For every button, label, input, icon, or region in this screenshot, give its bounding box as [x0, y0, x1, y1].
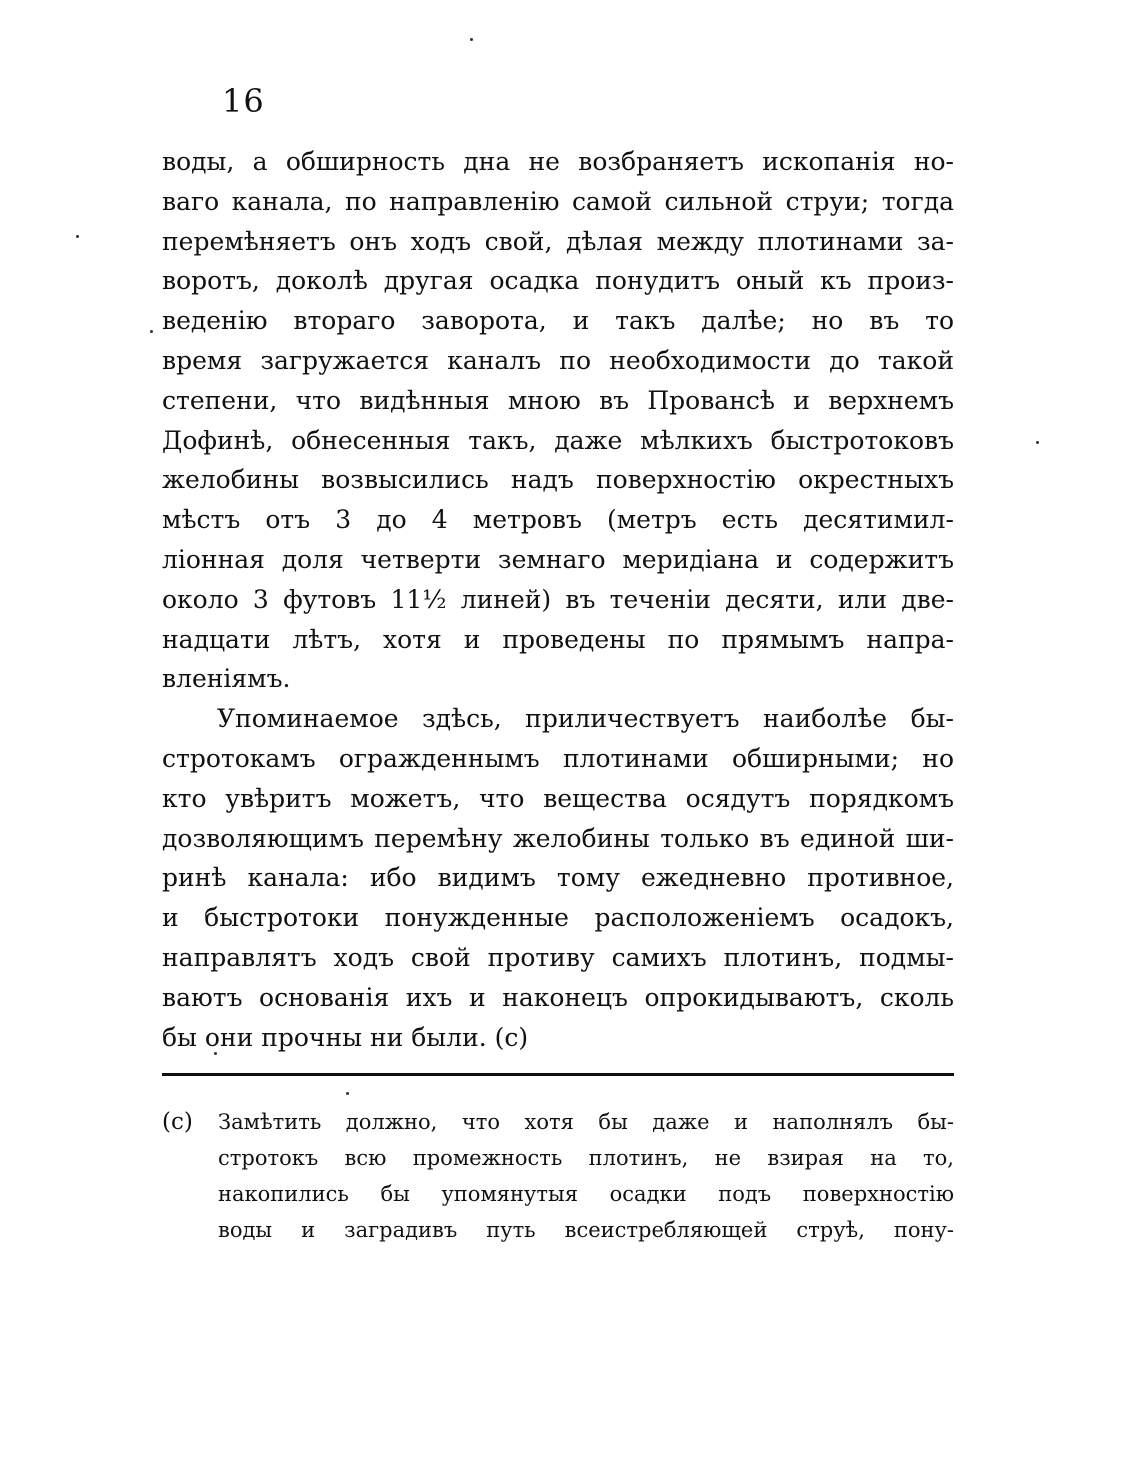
text-line: Упоминаемое здѣсь, приличествуетъ наиболѣе бы-: [217, 704, 954, 734]
scan-speck: [1036, 441, 1039, 444]
text-line: желобины возвысились надъ поверхностію окрестныхъ: [162, 465, 954, 495]
scan-speck: [470, 38, 473, 41]
text-line: веденію втораго заворота, и такъ далѣе; но въ то: [162, 306, 954, 336]
footnote-body: [218, 1104, 954, 1248]
footnote-line: воды и заградивъ путь всеистребляющей струѣ, пону-: [218, 1218, 954, 1242]
text-line: время загружается каналъ по необходимости до такой: [162, 345, 954, 375]
text-line: надцати лѣтъ, хотя и проведены по прямымъ напра-: [162, 624, 954, 654]
text-line: около 3 футовъ 11½ линей) въ теченіи десяти, или две-: [162, 584, 954, 614]
text-line: перемѣняетъ онъ ходъ свой, дѣлая между плотинами за-: [162, 226, 954, 256]
text-line: дозволяющимъ перемѣну желобины только въ единой ши-: [162, 823, 954, 853]
footnote-line: накопились бы упомянутыя осадки подъ поверхностію: [218, 1182, 954, 1206]
text-line: Дофинѣ, обнесенныя такъ, даже мѣлкихъ быстротоковъ: [162, 425, 954, 455]
text-line: ліонная доля четверти земнаго меридіана и содержитъ: [162, 544, 954, 574]
text-line: воды, а обширность дна не возбраняетъ ископанія но-: [162, 147, 954, 176]
text-line: стротокамъ огражденнымъ плотинами обширными; но: [162, 743, 954, 773]
text-line: бы они прочны ни были. (с): [162, 1022, 529, 1052]
text-line: направлятъ ходъ свой противу самихъ плотинъ, подмы-: [162, 942, 954, 972]
main-text: [162, 142, 954, 1057]
text-line: степени, что видѣнныя мною въ Провансѣ и верхнемъ: [162, 385, 954, 415]
footnote-divider: [162, 1073, 954, 1076]
text-line: мѣстъ отъ 3 до 4 метровъ (метръ есть десятимил-: [162, 505, 954, 535]
text-line: воротъ, доколѣ другая осадка понудитъ оный къ произ-: [162, 266, 954, 296]
text-line: вленіямъ.: [162, 664, 291, 694]
scan-speck: [214, 1052, 217, 1055]
footnote-line: Замѣтить должно, что хотя бы даже и наполнялъ бы-: [218, 1110, 954, 1134]
text-line: кто увѣритъ можетъ, что вещества осядутъ порядкомъ: [162, 783, 954, 813]
scan-speck: [76, 235, 79, 238]
page-number: 16: [222, 82, 265, 120]
text-line: ринѣ канала: ибо видимъ тому ежедневно противное,: [162, 863, 954, 893]
footnote-marker: (с): [162, 1109, 193, 1135]
scan-speck: [150, 330, 153, 333]
text-line: ваютъ основанія ихъ и наконецъ опрокидываютъ, сколь: [162, 982, 954, 1012]
text-line: ваго канала, по направленію самой сильной струи; тогда: [162, 186, 954, 216]
text-line: и быстротоки понужденные расположеніемъ осадокъ,: [162, 903, 954, 933]
footnote-line: стротокъ всю промежность плотинъ, не взирая на то,: [218, 1146, 954, 1170]
scan-speck: [346, 1092, 349, 1095]
